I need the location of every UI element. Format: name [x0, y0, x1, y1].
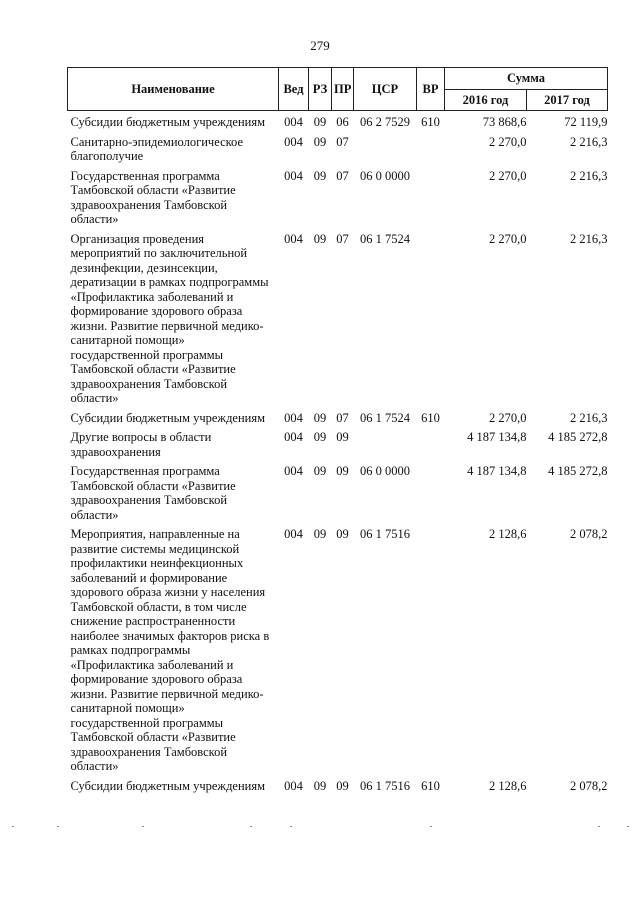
- row-rz: 09: [313, 410, 327, 425]
- budget-table: [67, 67, 608, 796]
- row-pr: 09: [336, 527, 349, 541]
- row-ved: 004: [284, 134, 303, 149]
- row-ved: 004: [284, 430, 303, 444]
- row-rz: 09: [313, 778, 327, 793]
- header-2016: 2016 год: [445, 89, 527, 111]
- row-2017: 72 119,9: [564, 115, 608, 129]
- row-csr: 06 1 7516: [360, 527, 410, 541]
- row-rz: 09: [313, 134, 327, 149]
- row-name: Другие вопросы в области здравоохранения: [70, 430, 212, 459]
- row-pr: 09: [336, 464, 349, 478]
- row-pr: 07: [336, 168, 349, 183]
- row-2016: 73 868,6: [482, 115, 527, 129]
- row-2017: 2 078,2: [570, 527, 608, 541]
- row-2016: 2 270,0: [489, 168, 527, 183]
- table-row: [68, 409, 608, 429]
- row-2016: 2 270,0: [489, 410, 527, 425]
- row-name: Субсидии бюджетным учреждениям: [70, 115, 266, 129]
- header-rz: РЗ: [309, 68, 332, 111]
- header-vr: ВР: [417, 68, 445, 111]
- row-2017: 2 216,3: [570, 410, 608, 425]
- row-2017: 4 185 272,8: [548, 430, 608, 444]
- row-vr: [417, 167, 445, 230]
- row-pr: 09: [336, 430, 349, 444]
- row-csr: 06 0 0000: [360, 168, 410, 183]
- row-2016: 2 128,6: [489, 778, 527, 793]
- row-pr: 09: [336, 778, 349, 793]
- row-ved: 004: [284, 410, 303, 425]
- row-vr: [417, 525, 445, 777]
- row-rz: 09: [313, 430, 327, 444]
- row-vr: 610: [421, 778, 440, 793]
- row-vr: 610: [421, 115, 440, 129]
- row-rz: 09: [313, 115, 327, 129]
- row-name: Субсидии бюджетным учреждениям: [70, 410, 266, 425]
- row-name: Мероприятия, направленные на развитие системы медицинской профилактики неинфекционных заболеваний и формирование здорового образа жизни у населения Тамбовской области, в том числе снижение распространенности наиболее значимых факторов риска в рамках подпрограммы «Профилактика заболеваний и формирование здорового образа жизни. Развитие первичной медико-санитарной помощи» государственной программы Тамбовской области «Развитие здравоохранения Тамбовской области»: [70, 527, 270, 773]
- header-name: Наименование: [68, 68, 279, 111]
- header-pr: ПР: [332, 68, 354, 111]
- row-rz: 09: [313, 464, 327, 478]
- row-csr: 06 1 7516: [360, 778, 410, 793]
- row-2016: 4 187 134,8: [467, 430, 527, 444]
- row-ved: 004: [284, 115, 303, 129]
- row-2017: 2 216,3: [570, 168, 608, 183]
- row-2017: 2 078,2: [570, 778, 608, 793]
- row-vr: [417, 462, 445, 525]
- row-vr: [417, 230, 445, 409]
- row-vr: 610: [421, 410, 440, 425]
- row-2017: 2 216,3: [570, 134, 608, 149]
- row-name: Субсидии бюджетным учреждениям: [70, 778, 266, 793]
- row-2016: 4 187 134,8: [467, 464, 527, 478]
- table-row: [68, 525, 608, 777]
- row-2016: 2 128,6: [489, 527, 527, 541]
- row-2016: 2 270,0: [489, 134, 527, 149]
- row-csr: [354, 428, 417, 462]
- row-name: Санитарно-эпидемиологическое благополучие: [70, 134, 244, 163]
- row-csr: 06 2 7529: [360, 115, 410, 129]
- page-number: 279: [310, 38, 330, 53]
- row-pr: 06: [336, 115, 349, 129]
- row-name: Организация проведения мероприятий по заключительной дезинфекции, дезинсекции, дератизации в рамках подпрограммы «Профилактика заболеваний и формирование здорового образа жизни. Развитие первичной медико-санитарной помощи» государственной программы Тамбовской области «Развитие здравоохранения Тамбовской области»: [70, 231, 269, 405]
- row-2017: 2 216,3: [570, 231, 608, 246]
- table-row: [68, 133, 608, 167]
- row-csr: 06 1 7524: [360, 231, 410, 246]
- row-csr: 06 1 7524: [360, 410, 410, 425]
- table-row: [68, 428, 608, 462]
- row-csr: [354, 133, 417, 167]
- row-pr: 07: [336, 410, 349, 425]
- table-row: [68, 777, 608, 797]
- row-rz: 09: [313, 527, 327, 541]
- row-ved: 004: [284, 527, 303, 541]
- table-row: [68, 230, 608, 409]
- row-rz: 09: [313, 168, 327, 183]
- row-name: Государственная программа Тамбовской области «Развитие здравоохранения Тамбовской области»: [70, 464, 236, 522]
- row-pr: 07: [336, 134, 349, 149]
- header-sum: Сумма: [445, 68, 608, 90]
- row-2016: 2 270,0: [489, 231, 527, 246]
- row-ved: 004: [284, 168, 303, 183]
- row-rz: 09: [313, 231, 327, 246]
- row-ved: 004: [284, 464, 303, 478]
- row-2017: 4 185 272,8: [548, 464, 608, 478]
- table-row: [68, 113, 608, 133]
- row-vr: [417, 428, 445, 462]
- row-pr: 07: [336, 231, 349, 246]
- row-csr: 06 0 0000: [360, 464, 410, 478]
- row-ved: 004: [284, 778, 303, 793]
- table-row: [68, 167, 608, 230]
- table-row: [68, 462, 608, 525]
- header-ved: Вед: [279, 68, 309, 111]
- header-2017: 2017 год: [527, 89, 608, 111]
- row-ved: 004: [284, 231, 303, 246]
- row-name: Государственная программа Тамбовской области «Развитие здравоохранения Тамбовской области»: [70, 168, 236, 226]
- header-csr: ЦСР: [354, 68, 417, 111]
- scan-artifact-dots: [0, 826, 640, 830]
- row-vr: [417, 133, 445, 167]
